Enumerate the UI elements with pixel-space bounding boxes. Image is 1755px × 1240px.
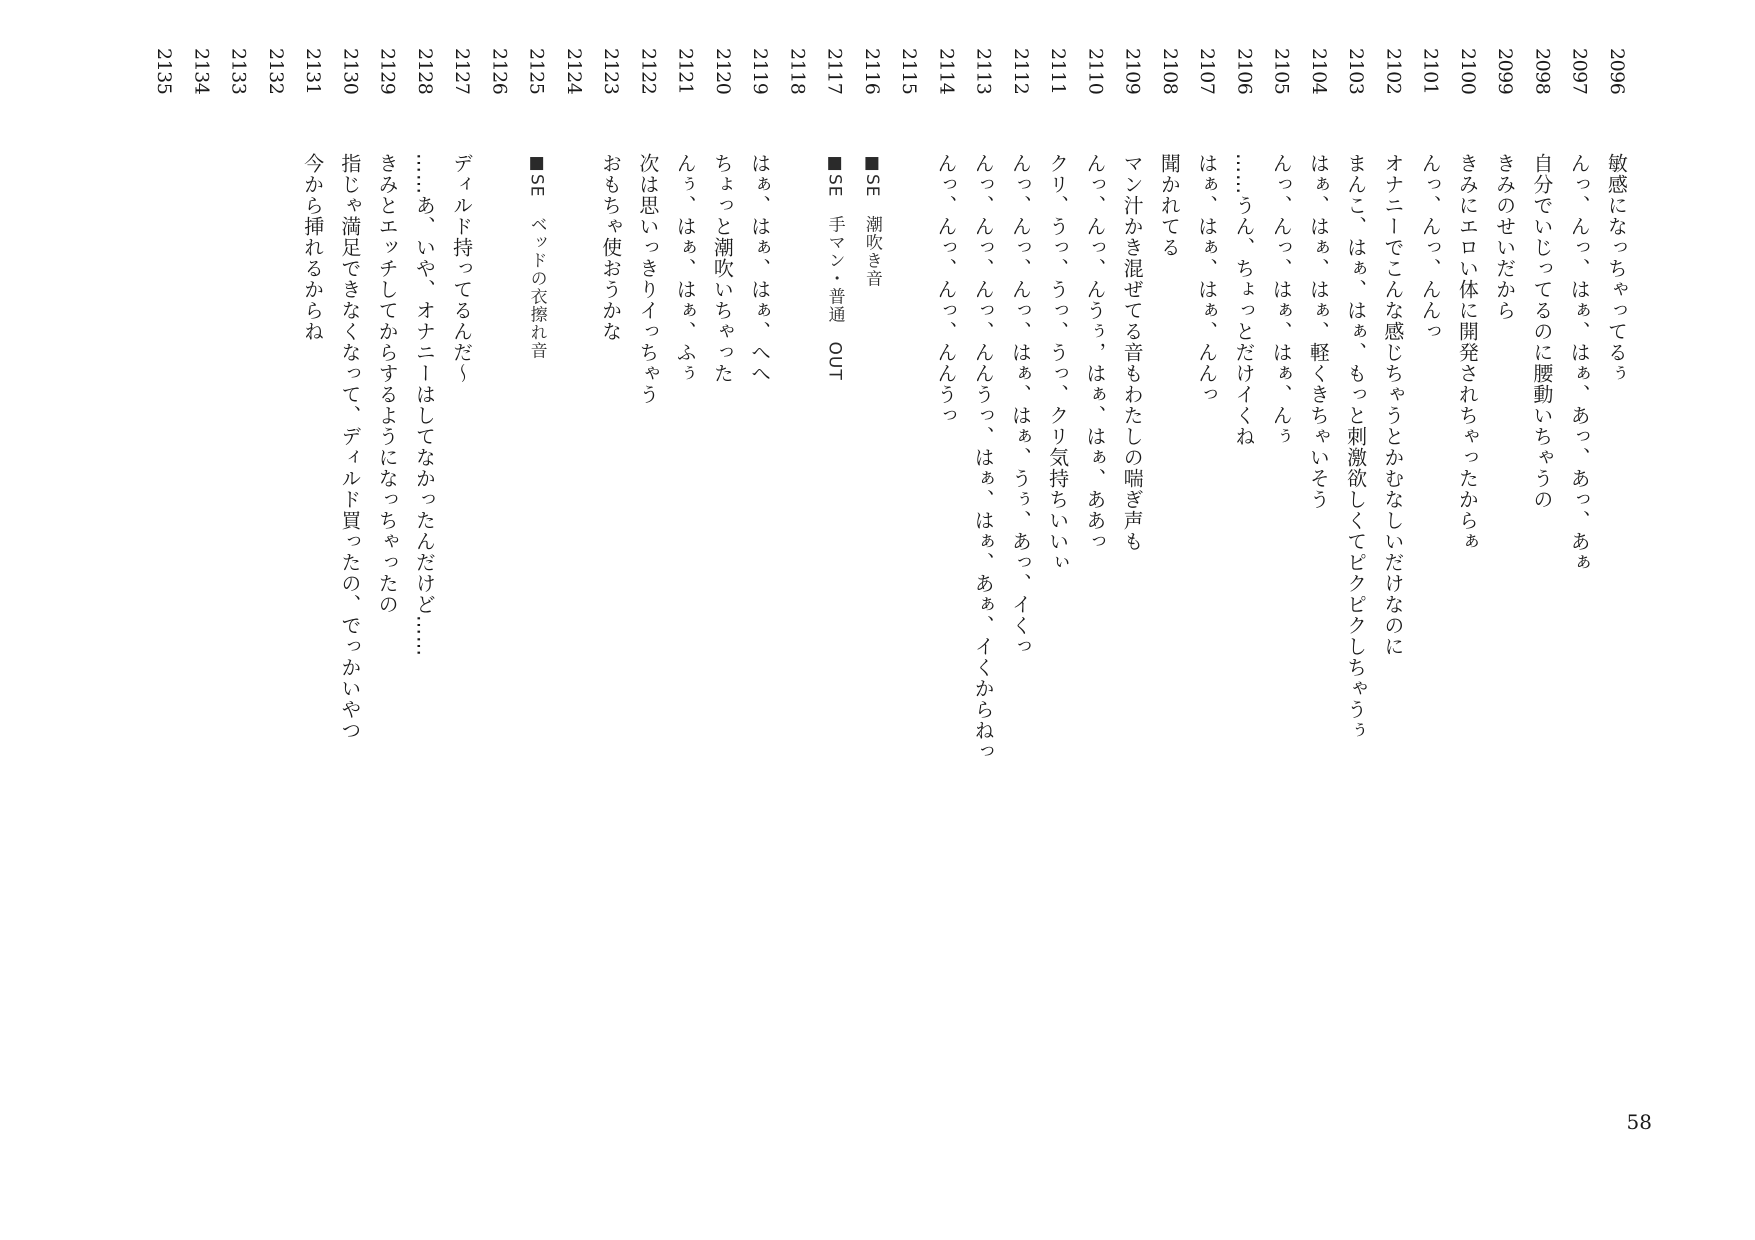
line-number: 2130 [339,48,362,95]
dialogue-text: 今から挿れるからね [300,153,325,342]
sound-effect-cue: ■SE ベッドの衣擦れ音 [526,153,547,360]
dialogue-text: んっ、んっ、はぁ、はぁ、んぅ [1269,153,1294,447]
script-line [1598,48,1635,1088]
line-number: 2114 [935,48,958,95]
script-line [667,48,704,1088]
line-number: 2128 [413,48,436,95]
line-number: 2131 [302,48,325,95]
dialogue-text: んっ、んっ、んっ、んんうっ、はぁ、はぁ、あぁ、イくからねっ [971,153,996,762]
script-line [890,48,927,1088]
line-number: 2119 [749,48,772,95]
line-number: 2104 [1307,48,1330,95]
script-line [1188,48,1225,1088]
line-number: 2135 [153,48,176,95]
script-line [331,48,368,1088]
line-number: 2133 [227,48,250,95]
line-number: 2134 [190,48,213,95]
dialogue-text: んっ、んっ、んんっ [1418,153,1443,342]
dialogue-text: はぁ、はぁ、はぁ、んんっ [1194,153,1219,405]
dialogue-text: 次は思いっきりイっちゃう [635,153,660,405]
script-line [369,48,406,1088]
dialogue-text: ちょっと潮吹いちゃった [710,153,735,384]
line-number: 2098 [1531,48,1554,95]
dialogue-text: ……うん、ちょっとだけイくね [1231,153,1256,447]
script-line [220,48,257,1088]
script-line [443,48,480,1088]
line-number: 2108 [1158,48,1181,95]
line-number: 2109 [1121,48,1144,95]
line-number: 2106 [1233,48,1256,95]
dialogue-text: ……あ、いや、オナニーはしてなかったんだけど…… [412,153,437,657]
script-line [145,48,182,1088]
dialogue-text: きみにエロい体に開発されちゃったからぁ [1455,153,1480,552]
line-number: 2102 [1382,48,1405,95]
script-line [1486,48,1523,1088]
line-number: 2096 [1605,48,1628,95]
sound-effect-cue: ■SE 潮吹き音 [861,153,882,288]
script-line [741,48,778,1088]
dialogue-text: 聞かれてる [1157,153,1182,258]
script-line [1076,48,1113,1088]
script-line [480,48,517,1088]
script-line [1300,48,1337,1088]
script-line [1114,48,1151,1088]
dialogue-text: 指じゃ満足できなくなって、ディルド買ったの、でっかいやつ [337,153,362,741]
line-number: 2118 [786,48,809,95]
line-number: 2117 [823,48,846,95]
script-line [1412,48,1449,1088]
dialogue-text: んぅ、はぁ、はぁ、ふぅ [673,153,698,384]
line-number: 2127 [451,48,474,95]
script-line [629,48,666,1088]
script-line [965,48,1002,1088]
line-number: 2099 [1494,48,1517,95]
dialogue-text: 敏感になっちゃってるぅ [1604,153,1629,384]
line-number: 2107 [1196,48,1219,95]
dialogue-text: んっ、んっ、んっ、はぁ、はぁ、うぅ、あっ、イくっ [1008,153,1033,657]
line-number: 2126 [488,48,511,95]
dialogue-text: おもちゃ使おうかな [598,153,623,342]
script-line [704,48,741,1088]
line-number: 2115 [898,48,921,95]
dialogue-text: マン汁かき混ぜてる音もわたしの喘ぎ声も [1120,153,1145,552]
script-line [853,48,890,1088]
line-number: 2120 [711,48,734,95]
dialogue-text: きみのせいだから [1492,153,1517,321]
line-number: 2125 [525,48,548,95]
dialogue-text: きみとエッチしてからするようになっちゃったの [375,153,400,615]
script-line [257,48,294,1088]
line-number: 2129 [376,48,399,95]
dialogue-text: クリ、うっ、うっ、うっ、クリ気持ちいいぃ [1045,153,1070,573]
dialogue-text: ディルド持ってるんだ～ [449,153,474,384]
script-line [1002,48,1039,1088]
line-number: 2113 [972,48,995,95]
script-line [778,48,815,1088]
script-line [1374,48,1411,1088]
dialogue-text: はぁ、はぁ、はぁ、へへ [747,153,772,384]
script-line [1337,48,1374,1088]
line-number: 2132 [264,48,287,95]
script-line [1225,48,1262,1088]
dialogue-text: 自分でいじってるのに腰動いちゃうの [1529,153,1554,510]
dialogue-text: んっ、んっ、んうぅ，はぁ、はぁ、ああっ [1082,153,1107,552]
script-body [145,48,1635,1088]
line-number: 2121 [674,48,697,95]
script-line [555,48,592,1088]
script-line [406,48,443,1088]
line-number: 2101 [1419,48,1442,95]
script-line [592,48,629,1088]
line-number: 2112 [1009,48,1032,95]
dialogue-text: んっ、んっ、はぁ、はぁ、あっ、あっ、あぁ [1567,153,1592,573]
script-line [1449,48,1486,1088]
line-number: 2123 [600,48,623,95]
dialogue-text: オナニーでこんな感じちゃうとかむなしいだけなのに [1380,153,1405,657]
line-number: 2116 [860,48,883,95]
dialogue-text: はぁ、はぁ、はぁ、軽くきちゃいそう [1306,153,1331,510]
line-number: 2100 [1456,48,1479,95]
line-number: 2110 [1084,48,1107,95]
script-line [518,48,555,1088]
script-line [816,48,853,1088]
dialogue-text: まんこ、はぁ、はぁ、もっと刺激欲しくてピクピクしちゃうぅ [1343,153,1368,741]
sound-effect-cue: ■SE 手マン・普通 OUT [824,153,845,381]
script-line [1561,48,1598,1088]
script-line [182,48,219,1088]
page-number: 58 [1626,1110,1652,1134]
line-number: 2097 [1568,48,1591,95]
script-line [927,48,964,1088]
script-line [1263,48,1300,1088]
dialogue-text: んっ、んっ、んっ、んんうっ [933,153,958,426]
line-number: 2124 [562,48,585,95]
script-line [1151,48,1188,1088]
line-number: 2122 [637,48,660,95]
line-number: 2103 [1345,48,1368,95]
script-line [1039,48,1076,1088]
script-line [294,48,331,1088]
script-line [1523,48,1560,1088]
line-number: 2105 [1270,48,1293,95]
line-number: 2111 [1047,48,1070,95]
